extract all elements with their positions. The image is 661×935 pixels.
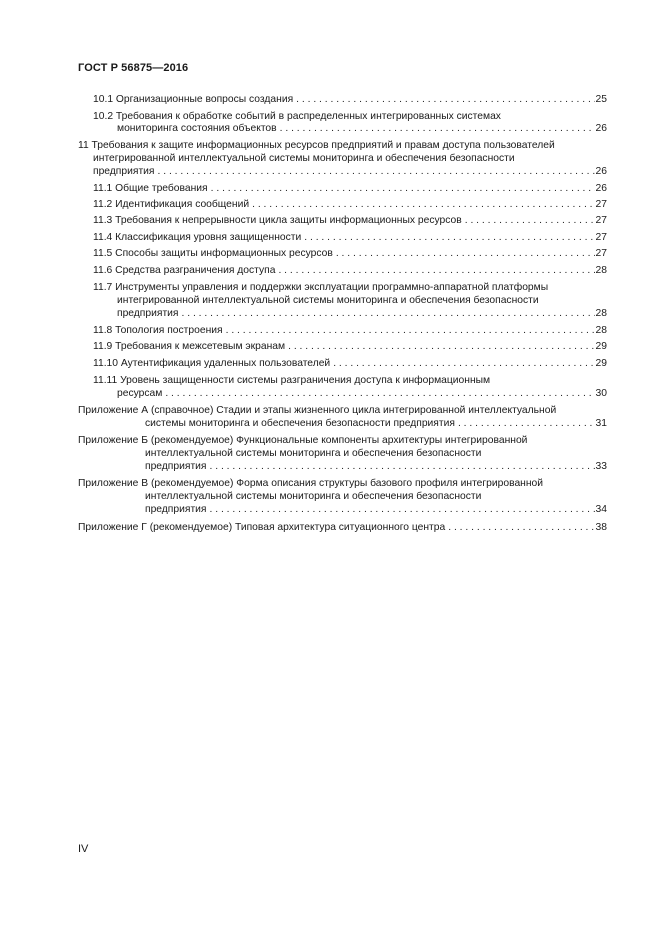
toc-entry-11-11[interactable] bbox=[117, 387, 607, 400]
dot-leader bbox=[304, 231, 594, 244]
dot-leader bbox=[165, 387, 594, 400]
toc-entry-11-line-2[interactable]: интегрированной интеллектуальной системы мониторинга и обеспечения безопасности bbox=[93, 153, 515, 164]
toc-page-number: 31 bbox=[595, 418, 607, 429]
toc-entry-10-2-line-1[interactable]: 10.2 Требования к обработке событий в распределенных интегрированных системах bbox=[93, 111, 501, 122]
toc-page-number: 34 bbox=[595, 504, 607, 515]
toc-entry-appendix-v[interactable] bbox=[145, 503, 607, 516]
toc-entry-appendix-v-line-1[interactable]: Приложение В (рекомендуемое) Форма описания структуры базового профиля интегрированной bbox=[78, 478, 544, 489]
toc-page-number: 33 bbox=[595, 461, 607, 472]
dot-leader bbox=[288, 340, 594, 353]
toc-entry-11-3[interactable] bbox=[93, 214, 607, 227]
dot-leader bbox=[296, 93, 594, 106]
toc-entry-appendix-b-line-2[interactable]: интеллектуальной системы мониторинга и обеспечения безопасности bbox=[145, 448, 482, 459]
toc-page-number: 27 bbox=[595, 232, 607, 243]
toc-entry-appendix-g[interactable] bbox=[78, 521, 607, 534]
dot-leader bbox=[182, 307, 595, 320]
page-number: IV bbox=[78, 843, 89, 855]
toc-entry-11-1[interactable] bbox=[93, 182, 607, 195]
toc-entry-text: 11.1 Общие требования bbox=[93, 183, 208, 194]
toc-entry-text: предприятия bbox=[93, 166, 155, 177]
toc-page-number: 26 bbox=[595, 166, 607, 177]
dot-leader bbox=[465, 214, 595, 227]
dot-leader bbox=[458, 417, 595, 430]
toc-entry-text: 11.5 Способы защиты информационных ресурсов bbox=[93, 248, 333, 259]
toc-entry-appendix-b[interactable] bbox=[145, 460, 607, 473]
toc-entry-11[interactable] bbox=[93, 165, 607, 178]
toc-entry-appendix-a[interactable] bbox=[145, 417, 607, 430]
toc-page-number: 27 bbox=[595, 215, 607, 226]
toc-entry-10-1[interactable] bbox=[93, 93, 607, 106]
toc-entry-text: Приложение Г (рекомендуемое) Типовая архитектура ситуационного центра bbox=[78, 522, 446, 533]
document-code: ГОСТ Р 56875—2016 bbox=[78, 62, 189, 74]
dot-leader bbox=[226, 324, 595, 337]
toc-entry-11-11-line-1[interactable]: 11.11 Уровень защищенности системы разграничения доступа к информационным bbox=[93, 375, 491, 386]
toc-entry-text: 11.8 Топология построения bbox=[93, 325, 223, 336]
toc-page-number: 27 bbox=[595, 199, 607, 210]
toc-entry-11-6[interactable] bbox=[93, 264, 607, 277]
dot-leader bbox=[210, 460, 595, 473]
dot-leader bbox=[211, 182, 595, 195]
dot-leader bbox=[252, 198, 594, 211]
toc-entry-text: ресурсам bbox=[117, 388, 163, 399]
toc-page-number: 27 bbox=[595, 248, 607, 259]
toc-entry-11-7-line-1[interactable]: 11.7 Инструменты управления и поддержки эксплуатации программно-аппаратной платформы bbox=[93, 282, 549, 293]
toc-page-number: 29 bbox=[595, 358, 607, 369]
dot-leader bbox=[336, 247, 595, 260]
toc-entry-text: системы мониторинга и обеспечения безопасности предприятия bbox=[145, 418, 455, 429]
dot-leader bbox=[333, 357, 594, 370]
toc-page-number: 38 bbox=[595, 522, 607, 533]
toc-entry-11-9[interactable] bbox=[93, 340, 607, 353]
toc-entry-text: 11.3 Требования к непрерывности цикла защиты информационных ресурсов bbox=[93, 215, 462, 226]
toc-entry-11-line-1[interactable]: 11 Требования к защите информационных ресурсов предприятий и правам доступа пользователей bbox=[78, 140, 555, 151]
toc-entry-11-5[interactable] bbox=[93, 247, 607, 260]
dot-leader bbox=[210, 503, 595, 516]
toc-entry-text: предприятия bbox=[117, 308, 179, 319]
toc-page-number: 25 bbox=[595, 94, 607, 105]
toc-entry-text: 11.9 Требования к межсетевым экранам bbox=[93, 341, 286, 352]
toc-entry-11-7-line-2[interactable]: интегрированной интеллектуальной системы мониторинга и обеспечения безопасности bbox=[117, 295, 539, 306]
toc-entry-10-2[interactable] bbox=[117, 122, 607, 135]
toc-entry-text: 10.1 Организационные вопросы создания bbox=[93, 94, 294, 105]
toc-entry-text: 11.10 Аутентификация удаленных пользователей bbox=[93, 358, 331, 369]
toc-page-number: 28 bbox=[595, 265, 607, 276]
toc-page-number: 28 bbox=[595, 325, 607, 336]
toc-entry-appendix-b-line-1[interactable]: Приложение Б (рекомендуемое) Функциональные компоненты архитектуры интегрированной bbox=[78, 435, 528, 446]
dot-leader bbox=[448, 521, 594, 534]
toc-page-number: 26 bbox=[595, 183, 607, 194]
toc-entry-11-2[interactable] bbox=[93, 198, 607, 211]
toc-page-number: 29 bbox=[595, 341, 607, 352]
toc-entry-11-7[interactable] bbox=[117, 307, 607, 320]
toc-entry-11-4[interactable] bbox=[93, 231, 607, 244]
dot-leader bbox=[158, 165, 595, 178]
toc-entry-text: мониторинга состояния объектов bbox=[117, 123, 277, 134]
toc-page-number: 30 bbox=[595, 388, 607, 399]
toc-entry-11-10[interactable] bbox=[93, 357, 607, 370]
dot-leader bbox=[278, 264, 594, 277]
toc-entry-text: 11.4 Классификация уровня защищенности bbox=[93, 232, 302, 243]
toc-entry-text: 11.2 Идентификация сообщений bbox=[93, 199, 250, 210]
toc-page-number: 28 bbox=[595, 308, 607, 319]
toc-entry-text: предприятия bbox=[145, 461, 207, 472]
toc-entry-text: предприятия bbox=[145, 504, 207, 515]
dot-leader bbox=[280, 122, 595, 135]
toc-entry-appendix-a-line-1[interactable]: Приложение А (справочное) Стадии и этапы жизненного цикла интегрированной интеллектуальной bbox=[78, 405, 557, 416]
toc-page-number: 26 bbox=[595, 123, 607, 134]
toc-entry-text: 11.6 Средства разграничения доступа bbox=[93, 265, 276, 276]
toc-entry-11-8[interactable] bbox=[93, 324, 607, 337]
toc-entry-appendix-v-line-2[interactable]: интеллектуальной системы мониторинга и обеспечения безопасности bbox=[145, 491, 482, 502]
